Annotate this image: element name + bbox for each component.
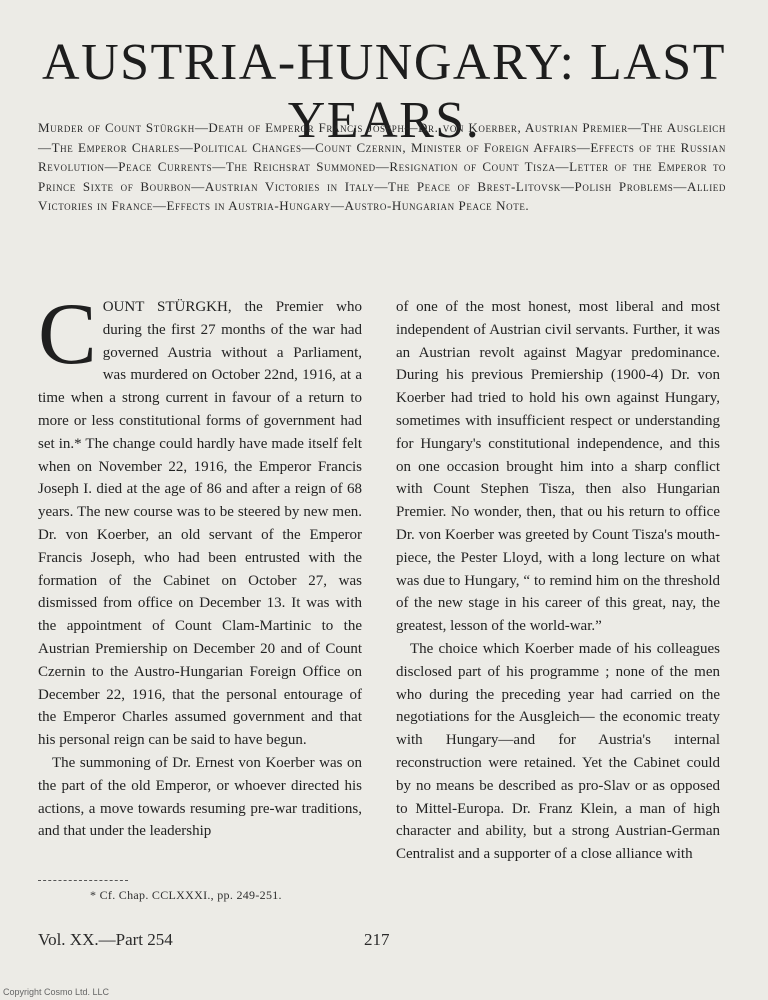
page-number: 217 xyxy=(364,930,390,949)
left-paragraph-1 xyxy=(38,286,362,752)
footnote-divider xyxy=(38,880,128,881)
drop-cap: C xyxy=(38,286,97,383)
right-column xyxy=(396,296,720,866)
copyright-watermark: Copyright Cosmo Ltd. LLC xyxy=(3,987,110,997)
chapter-title: AUSTRIA-HUNGARY: LAST YEARS. xyxy=(42,34,726,149)
volume-label: Vol. XX.—Part 254 xyxy=(38,930,173,949)
left-paragraph-1-text: OUNT STÜRGKH, the Premier who during the first 27 months of the war had governed Austria without a Parliament, was murdered on October 22nd, 1916, at a time when a strong current in favour of a return to more or less constitutional forms of government had set in.* The change could hardly have made itself felt when on November 22, 1916, the Emperor Francis Joseph I. died at the age of 86 and after a reign of 68 years. The new course was to be steered by new men. Dr. von Koerber, an old servant of the Emperor Francis Joseph, who had been entrusted with the formation of the Cabinet on October 27, was dismissed from office on December 13. It was with the appointment of Count Clam-Martinic to the Austrian Premiership on December 20 and of Count Czernin to the Austro-Hungarian Foreign Office on December 22, 1916, that the personal entourage of the Emperor Charles assumed government and that his personal reign can be said to have begun. xyxy=(38,299,362,749)
footnote: * Cf. Chap. CCLXXXI., pp. 249-251. xyxy=(90,888,282,902)
right-paragraph-1: of one of the most honest, most liberal and most independent of Austrian civil servants. Further, it was an Austrian revolt against Magyar predominance. During his previous Premiership (1900-4) Dr. von Koerber had tried to hold his own against Hungary, sometimes with insufficient respect or understanding for Hungary's constitutional independence, and this on one occasion brought him into a sharp conflict with Count Stephen Tisza, then also Hungarian Premier. No wonder, then, that ou his return to office Dr. von Koerber was greeted by Count Tisza's mouthpiece, the Pester Lloyd, with a long lecture on what was due to Hungary, “ to remind him on the threshold of the new stage in his career of this great, nay, the greatest, lesson of the world-war.” xyxy=(396,299,720,635)
chapter-summary: Murder of Count Stürgkh—Death of Emperor Francis Joseph—Dr. von Koerber, Austrian Premier—The Ausgleich—The Emperor Charles—Political Changes—Count Czernin, Minister of Foreign Affairs—Effects of the Russian Revolution—Peace Currents—The Reichsrat Summoned—Resignation of Count Tisza—Letter of the Emperor to Prince Sixte of Bourbon—Austrian Victories in Italy—The Peace of Brest-Litovsk—Polish Problems—Allied Victories in France—Effects in Austria-Hungary—Austro-Hungarian Peace Note. xyxy=(38,120,726,214)
left-column xyxy=(38,286,362,843)
right-paragraph-2: The choice which Koerber made of his colleagues disclosed part of his programme ; none of the men who during the preceding year had carried on the negotiations for the Ausgleich— the economic treaty with Hungary—and for Austria's internal reconstruction were retained. Yet the Cabinet could by no means be described as pro-Slav or as opposed to Mittel-Europa. Dr. Franz Klein, a man of high character and ability, but a strong Austrian-German Centralist and a supporter of a close alliance with xyxy=(396,640,720,863)
left-paragraph-2: The summoning of Dr. Ernest von Koerber was on the part of the old Emperor, or whoever directed his actions, a move towards resuming pre-war traditions, and that under the leadership xyxy=(38,754,362,840)
